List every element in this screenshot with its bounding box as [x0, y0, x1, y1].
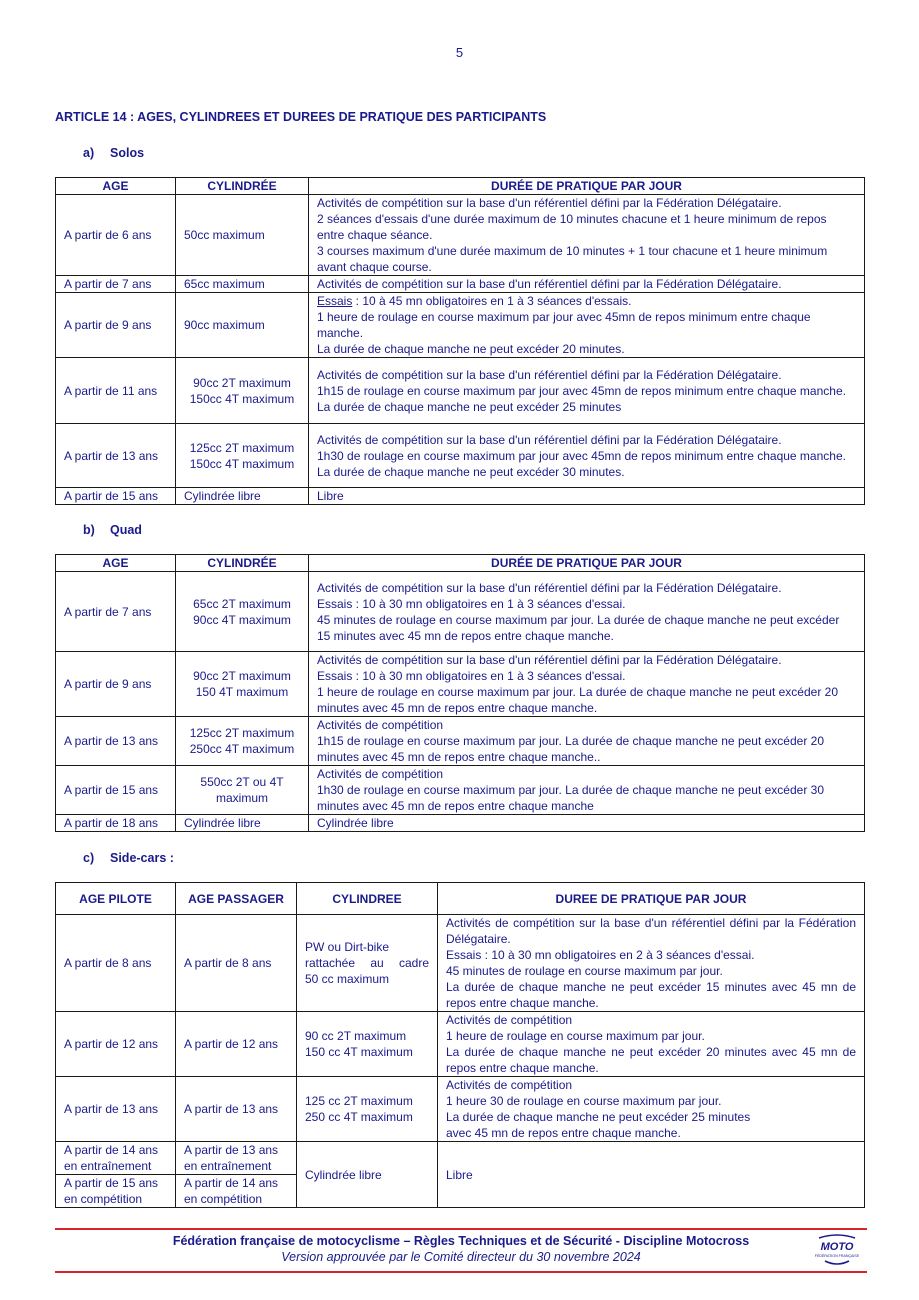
age-cell: A partir de 7 ans: [56, 276, 176, 293]
age-pilote-entrainement: A partir de 14 ans en entraînement: [56, 1142, 175, 1175]
duree-cell: [309, 424, 865, 488]
age-cell: A partir de 13 ans: [56, 717, 176, 766]
cylindree-line: 150 cc 4T maximum: [305, 1045, 413, 1059]
duree-line: Essais : 10 à 30 mn obligatoires en 1 à 3 séances d'essai.: [317, 596, 626, 611]
cylindree-line: PW ou Dirt-bike rattachée au cadre: [305, 940, 429, 970]
cylindree-cell: Cylindrée libre: [176, 488, 309, 505]
duree-line: 1 heure de roulage en course maximum par jour avec 45mn de repos minimum entre chaque manche.: [317, 310, 811, 340]
cylindree-cell: 65cc maximum: [176, 276, 309, 293]
table-row: [56, 652, 865, 717]
duree-line: Activités de compétition: [446, 1013, 573, 1027]
table-row: [56, 195, 865, 276]
table-row: [56, 276, 865, 293]
duree-line: Activités de compétition: [446, 1078, 573, 1092]
age-cell: A partir de 6 ans: [56, 195, 176, 276]
cylindree-line: 50 cc maximum: [305, 972, 390, 986]
age-passager-cell: A partir de 8 ans: [176, 915, 297, 1012]
section-title-sidecars: [83, 851, 174, 865]
section-title-quad: [83, 523, 142, 537]
footer-version: Version approuvée par le Comité directeur du 30 novembre 2024: [281, 1250, 641, 1264]
duree-line: avec 45 mn de repos entre chaque manche.: [446, 1126, 681, 1140]
cylindree-cell: [176, 358, 309, 424]
cylindree-cell: [297, 1077, 438, 1142]
logo-text: MOTO: [820, 1241, 854, 1253]
duree-line: 1 heure 30 de roulage en course maximum par jour.: [446, 1094, 722, 1108]
duree-cell: Cylindrée libre: [309, 815, 865, 832]
duree-line: 1h15 de roulage en course maximum par jour. La durée de chaque manche ne peut excéder 20 minutes avec 45 mn de repos entre chaque manche..: [317, 734, 824, 764]
footer: [55, 1234, 867, 1264]
age-passager-competition: A partir de 14 ans en compétition: [184, 1176, 279, 1206]
duree-cell: [309, 358, 865, 424]
section-title-solos: [83, 146, 144, 160]
header-age-passager: AGE PASSAGER: [176, 883, 297, 915]
essais-text: : 10 à 45 mn obligatoires en 1 à 3 séances d'essais.: [352, 294, 632, 308]
cylindree-cell: [176, 424, 309, 488]
duree-line: 1h15 de roulage en course maximum par jour avec 45mn de repos minimum entre chaque manche.: [317, 383, 846, 398]
table-row: [56, 424, 865, 488]
header-cylindree: CYLINDRÉE: [176, 178, 309, 195]
duree-line: Activités de compétition sur la base d'un référentiel défini par la Fédération Délégataire.: [317, 653, 782, 667]
footer-title: Fédération française de motocyclisme – Règles Techniques et de Sécurité - Discipline Motocross: [172, 1234, 750, 1248]
cylindree-line: 125cc 2T maximum: [189, 440, 295, 455]
section-label: Solos: [110, 146, 145, 160]
cylindree-line: 90 cc 2T maximum: [305, 1029, 407, 1043]
duree-line: Essais : 10 à 30 mn obligatoires en 2 à 3 séances d'essai.: [446, 948, 755, 962]
cylindree-line: 150 4T maximum: [195, 685, 289, 699]
duree-line: La durée de chaque manche ne peut excéder 25 minutes: [317, 399, 622, 414]
header-duree: DURÉE DE PRATIQUE PAR JOUR: [309, 178, 865, 195]
cylindree-line: 65cc 2T maximum: [193, 596, 291, 611]
section-label: Side-cars :: [110, 851, 174, 865]
header-cylindree: CYLINDREE: [297, 883, 438, 915]
cylindree-line: 150cc 4T maximum: [189, 456, 295, 471]
duree-cell: [438, 915, 865, 1012]
duree-line: [317, 293, 856, 309]
duree-line: La durée de chaque manche ne peut excéder 30 minutes.: [317, 464, 625, 479]
duree-line: 1h30 de roulage en course maximum par jour. La durée de chaque manche ne peut excéder 30 minutes avec 45 mn de repos entre chaque manche: [317, 783, 824, 813]
table-row: [56, 358, 865, 424]
age-pilote-competition: A partir de 15 ans en compétition: [64, 1176, 159, 1206]
age-passager-cell: A partir de 13 ans: [176, 1077, 297, 1142]
table-row: [56, 488, 865, 505]
duree-line: Activités de compétition: [317, 767, 444, 781]
duree-cell: Activités de compétition sur la base d'un référentiel défini par la Fédération Délégataire.: [309, 276, 865, 293]
section-letter: a): [83, 146, 95, 160]
duree-line: 1h30 de roulage en course maximum par jour avec 45mn de repos minimum entre chaque manche.: [317, 448, 846, 463]
table-row: [56, 1077, 865, 1142]
cylindree-cell: 550cc 2T ou 4T maximum: [176, 766, 309, 815]
cylindree-cell: 50cc maximum: [176, 195, 309, 276]
cylindree-line: 250 cc 4T maximum: [305, 1110, 413, 1124]
duree-line: Activités de compétition sur la base d'un référentiel défini par la Fédération Délégataire.: [446, 916, 856, 946]
header-age-pilote: AGE PILOTE: [56, 883, 176, 915]
table-row: [56, 915, 865, 1012]
duree-line: Activités de compétition sur la base d'un référentiel défini par la Fédération Délégataire.: [317, 196, 782, 210]
duree-cell: [309, 293, 865, 358]
logo-subtext: FÉDÉRATION FRANÇAISE: [815, 1254, 859, 1258]
cylindree-line: 125 cc 2T maximum: [305, 1094, 413, 1108]
cylindree-cell: Cylindrée libre: [176, 815, 309, 832]
header-duree: DURÉE DE PRATIQUE PAR JOUR: [309, 555, 865, 572]
footer-rule-top: [55, 1228, 867, 1230]
age-passager-entrainement: A partir de 13 ans en entraînement: [176, 1142, 296, 1175]
cylindree-cell: 90cc maximum: [176, 293, 309, 358]
cylindree-line: 90cc 4T maximum: [193, 612, 291, 627]
duree-cell: [309, 717, 865, 766]
cylindree-cell: [297, 1012, 438, 1077]
duree-line: 15 minutes avec 45 mn de repos entre chaque manche.: [317, 628, 614, 643]
section-label: Quad: [110, 523, 142, 537]
cylindree-line: 250cc 4T maximum: [189, 742, 295, 756]
duree-line: La durée de chaque manche ne peut excéder 25 minutes: [446, 1110, 751, 1124]
age-cell: A partir de 18 ans: [56, 815, 176, 832]
duree-line: La durée de chaque manche ne peut excéder 20 minutes avec 45 mn de repos entre chaque manche.: [446, 1045, 856, 1075]
cylindree-line: 90cc 2T maximum: [193, 669, 291, 683]
age-pilote-cell: A partir de 13 ans: [56, 1077, 176, 1142]
table-row: [56, 766, 865, 815]
cylindree-cell: Cylindrée libre: [297, 1142, 438, 1208]
cylindree-line: 150cc 4T maximum: [189, 391, 295, 406]
age-pilote-cell: A partir de 8 ans: [56, 915, 176, 1012]
duree-cell: [438, 1077, 865, 1142]
duree-cell: [309, 572, 865, 652]
header-duree: DUREE DE PRATIQUE PAR JOUR: [438, 883, 865, 915]
duree-line: La durée de chaque manche ne peut excéder 20 minutes.: [317, 342, 625, 356]
cylindree-cell: [176, 717, 309, 766]
header-age: AGE: [56, 178, 176, 195]
duree-line: Activités de compétition sur la base d'un référentiel défini par la Fédération Délégataire.: [317, 580, 782, 595]
duree-line: 2 séances d'essais d'une durée maximum de 10 minutes chacune et 1 heure minimum de repos entre chaque séance.: [317, 212, 827, 242]
page-number: 5: [455, 45, 464, 60]
footer-rule-bottom: [55, 1271, 867, 1273]
cylindree-line: 125cc 2T maximum: [189, 726, 295, 740]
table-row: [56, 815, 865, 832]
table-row: [56, 1012, 865, 1077]
header-age: AGE: [56, 555, 176, 572]
essais-label: Essais: [317, 294, 353, 308]
section-letter: c): [83, 851, 95, 865]
age-passager-cell: A partir de 12 ans: [176, 1012, 297, 1077]
age-cell: A partir de 15 ans: [56, 766, 176, 815]
duree-cell: [438, 1012, 865, 1077]
duree-line: Essais : 10 à 30 mn obligatoires en 1 à 3 séances d'essai.: [317, 669, 626, 683]
duree-line: 1 heure de roulage en course maximum par jour.: [446, 1029, 705, 1043]
section-letter: b): [83, 523, 95, 537]
duree-line: 3 courses maximum d'une durée maximum de 10 minutes + 1 tour chacune et 1 heure minimum avant chaque course.: [317, 244, 828, 274]
age-cell: A partir de 15 ans: [56, 488, 176, 505]
quad-table: [55, 554, 865, 832]
duree-line: 45 minutes de roulage en course maximum par jour. La durée de chaque manche ne peut excéder: [317, 612, 840, 627]
age-pilote-cell: A partir de 12 ans: [56, 1012, 176, 1077]
age-pilote-cell: [56, 1142, 176, 1208]
duree-line: 1 heure de roulage en course maximum par jour. La durée de chaque manche ne peut excéder 20 minutes avec 45 mn de repos entre chaque manche.: [317, 685, 839, 715]
duree-cell: [309, 652, 865, 717]
cylindree-line: 90cc 2T maximum: [193, 375, 291, 390]
table-row: [56, 572, 865, 652]
age-cell: A partir de 13 ans: [56, 424, 176, 488]
duree-line: Activités de compétition: [317, 718, 444, 732]
table-row: [56, 293, 865, 358]
article-title: ARTICLE 14 : AGES, CYLINDREES ET DUREES DE PRATIQUE DES PARTICIPANTS: [55, 110, 547, 124]
table-row: [56, 717, 865, 766]
duree-line: Activités de compétition sur la base d'un référentiel défini par la Fédération Délégataire.: [317, 432, 782, 447]
solos-table: [55, 177, 865, 505]
cylindree-cell: [176, 572, 309, 652]
duree-line: Activités de compétition sur la base d'un référentiel défini par la Fédération Délégataire.: [317, 367, 782, 382]
header-cylindree: CYLINDRÉE: [176, 555, 309, 572]
age-cell: A partir de 9 ans: [56, 293, 176, 358]
ffm-logo-icon: [815, 1232, 859, 1268]
table-row: [56, 1142, 865, 1208]
age-cell: A partir de 11 ans: [56, 358, 176, 424]
duree-cell: [309, 195, 865, 276]
duree-cell: [309, 766, 865, 815]
age-cell: A partir de 9 ans: [56, 652, 176, 717]
sidecars-table: [55, 882, 865, 1208]
duree-cell: Libre: [309, 488, 865, 505]
cylindree-cell: [176, 652, 309, 717]
age-cell: A partir de 7 ans: [56, 572, 176, 652]
cylindree-cell: [297, 915, 438, 1012]
duree-line: 45 minutes de roulage en course maximum par jour.: [446, 964, 723, 978]
age-passager-cell: [176, 1142, 297, 1208]
duree-line: La durée de chaque manche ne peut excéder 15 minutes avec 45 mn de repos entre chaque manche.: [446, 980, 856, 1010]
duree-cell: Libre: [438, 1142, 865, 1208]
